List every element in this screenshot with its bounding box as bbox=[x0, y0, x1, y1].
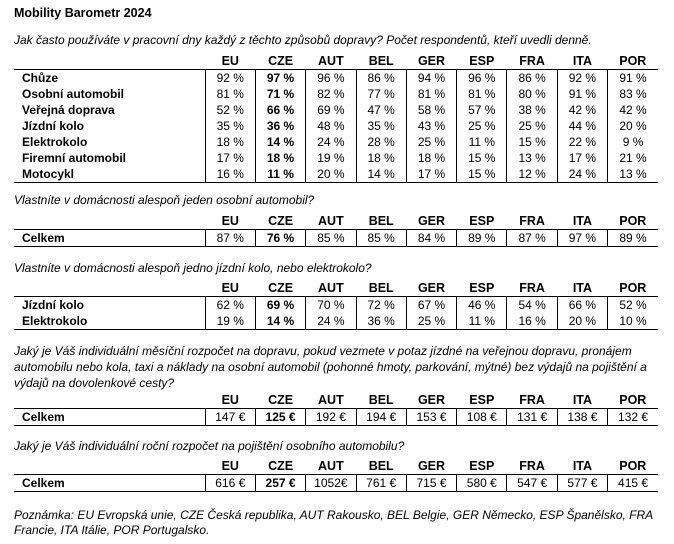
cell: 125 € bbox=[255, 409, 305, 426]
col-header: EU bbox=[205, 458, 255, 475]
table-header-row bbox=[14, 392, 658, 409]
table-header-row bbox=[14, 53, 658, 70]
cell: 72 % bbox=[356, 297, 406, 314]
col-header: AUT bbox=[306, 458, 356, 475]
row-label: Osobní automobil bbox=[22, 87, 124, 101]
cell: 85 % bbox=[356, 230, 406, 247]
cell: 92 % bbox=[557, 70, 607, 87]
cell: 25 % bbox=[406, 134, 456, 150]
cell: 14 % bbox=[356, 166, 406, 183]
cell: 52 % bbox=[608, 297, 658, 314]
cell: 54 % bbox=[507, 297, 557, 314]
col-header: GER bbox=[406, 392, 456, 409]
col-header: ESP bbox=[457, 392, 507, 409]
cell: 36 % bbox=[356, 313, 406, 330]
col-header: BEL bbox=[356, 213, 406, 230]
row-label: Jízdní kolo bbox=[22, 119, 85, 133]
cell: 81 % bbox=[406, 86, 456, 102]
cell: 38 % bbox=[507, 102, 557, 118]
col-header: FRA bbox=[507, 213, 557, 230]
cell: 16 % bbox=[507, 313, 557, 330]
table-row bbox=[14, 86, 658, 102]
row-label: Celkem bbox=[14, 409, 205, 426]
cell: 94 % bbox=[406, 70, 456, 87]
row-label: Chůze bbox=[14, 70, 205, 87]
cell: 42 % bbox=[608, 102, 658, 118]
table-row bbox=[14, 166, 658, 183]
cell: 147 € bbox=[205, 409, 255, 426]
table-row bbox=[14, 118, 658, 134]
col-header: POR bbox=[608, 280, 658, 297]
col-header: AUT bbox=[306, 280, 356, 297]
cell: 1052€ bbox=[306, 475, 356, 492]
col-header: FRA bbox=[507, 458, 557, 475]
cell: 66 % bbox=[255, 102, 305, 118]
cell: 19 % bbox=[205, 313, 255, 330]
table-header-row bbox=[14, 458, 658, 475]
row-label: Jízdní kolo bbox=[14, 297, 205, 314]
row-label: Firemní automobil bbox=[22, 151, 127, 165]
table-car-ownership bbox=[14, 213, 658, 247]
cell: 194 € bbox=[356, 409, 406, 426]
cell: 14 % bbox=[255, 134, 305, 150]
cell: 97 % bbox=[255, 70, 305, 87]
col-header: BEL bbox=[356, 53, 406, 70]
cell: 15 % bbox=[457, 166, 507, 183]
col-header: FRA bbox=[507, 53, 557, 70]
table-header-row bbox=[14, 213, 658, 230]
row-label: Celkem bbox=[14, 230, 205, 247]
cell: 92 % bbox=[205, 70, 255, 87]
cell: 87 % bbox=[507, 230, 557, 247]
question-4: Jaký je Váš individuální měsíční rozpočet na dopravu, pokud vezmete v potaz jízdné na veřejnou dopravu, pronájem automobilu nebo kola, taxi a náklady na osobní automobil (pohonné hmoty, parkování, mýtné) bez výdajů na pojištění a výdajů na dovolenkové cesty? bbox=[14, 344, 647, 390]
cell: 17 % bbox=[406, 166, 456, 183]
col-header: FRA bbox=[507, 392, 557, 409]
table-row bbox=[14, 102, 658, 118]
cell: 66 % bbox=[557, 297, 607, 314]
col-header: GER bbox=[406, 213, 456, 230]
cell: 15 % bbox=[457, 150, 507, 166]
table-row bbox=[14, 313, 658, 330]
cell: 25 % bbox=[507, 118, 557, 134]
col-header: ITA bbox=[557, 280, 607, 297]
cell: 35 % bbox=[205, 118, 255, 134]
col-header: EU bbox=[205, 213, 255, 230]
cell: 25 % bbox=[457, 118, 507, 134]
cell: 257 € bbox=[255, 475, 305, 492]
cell: 70 % bbox=[306, 297, 356, 314]
row-label: Elektrokolo bbox=[14, 313, 205, 330]
cell: 76 % bbox=[255, 230, 305, 247]
cell: 87 % bbox=[205, 230, 255, 247]
col-header: ESP bbox=[457, 213, 507, 230]
cell: 81 % bbox=[457, 86, 507, 102]
cell: 86 % bbox=[356, 70, 406, 87]
cell: 36 % bbox=[255, 118, 305, 134]
cell: 24 % bbox=[306, 134, 356, 150]
table-row bbox=[14, 409, 658, 426]
cell: 18 % bbox=[406, 150, 456, 166]
cell: 47 % bbox=[356, 102, 406, 118]
cell: 192 € bbox=[306, 409, 356, 426]
cell: 415 € bbox=[608, 475, 658, 492]
cell: 13 % bbox=[507, 150, 557, 166]
cell: 13 % bbox=[608, 166, 658, 183]
cell: 42 % bbox=[557, 102, 607, 118]
document-title: Mobility Barometr 2024 bbox=[14, 6, 152, 20]
row-label: Veřejná doprava bbox=[22, 103, 115, 117]
cell: 18 % bbox=[205, 134, 255, 150]
col-header: ESP bbox=[457, 53, 507, 70]
col-header: BEL bbox=[356, 280, 406, 297]
cell: 89 % bbox=[457, 230, 507, 247]
col-header: CZE bbox=[255, 213, 305, 230]
table-monthly-budget bbox=[14, 392, 658, 426]
cell: 17 % bbox=[205, 150, 255, 166]
col-header: AUT bbox=[306, 392, 356, 409]
table-row bbox=[14, 70, 658, 87]
cell: 67 % bbox=[406, 297, 456, 314]
table-row bbox=[14, 230, 658, 247]
cell: 71 % bbox=[255, 86, 305, 102]
cell: 85 % bbox=[306, 230, 356, 247]
row-label: Elektrokolo bbox=[22, 135, 88, 149]
col-header: GER bbox=[406, 458, 456, 475]
cell: 153 € bbox=[406, 409, 456, 426]
question-1: Jak často používáte v pracovní dny každý z těchto způsobů dopravy? Počet respondentů, kteří uvedli denně. bbox=[14, 33, 592, 47]
col-header: GER bbox=[406, 53, 456, 70]
cell: 96 % bbox=[306, 70, 356, 87]
cell: 77 % bbox=[356, 86, 406, 102]
cell: 20 % bbox=[306, 166, 356, 183]
cell: 11 % bbox=[457, 313, 507, 330]
table-bike-ownership bbox=[14, 280, 658, 330]
col-header: POR bbox=[608, 458, 658, 475]
col-header: FRA bbox=[507, 280, 557, 297]
cell: 46 % bbox=[457, 297, 507, 314]
cell: 12 % bbox=[507, 166, 557, 183]
cell: 84 % bbox=[406, 230, 456, 247]
cell: 24 % bbox=[306, 313, 356, 330]
cell: 108 € bbox=[457, 409, 507, 426]
cell: 58 % bbox=[406, 102, 456, 118]
cell: 44 % bbox=[557, 118, 607, 134]
col-header: GER bbox=[406, 280, 456, 297]
cell: 91 % bbox=[608, 70, 658, 87]
col-header: ESP bbox=[457, 458, 507, 475]
cell: 80 % bbox=[507, 86, 557, 102]
col-header: ITA bbox=[557, 458, 607, 475]
cell: 10 % bbox=[608, 313, 658, 330]
col-header: POR bbox=[608, 53, 658, 70]
cell: 9 % bbox=[608, 134, 658, 150]
cell: 82 % bbox=[306, 86, 356, 102]
cell: 69 % bbox=[306, 102, 356, 118]
question-3: Vlastníte v domácnosti alespoň jedno jízdní kolo, nebo elektrokolo? bbox=[14, 261, 372, 275]
col-header: AUT bbox=[306, 53, 356, 70]
cell: 81 % bbox=[205, 86, 255, 102]
table-row bbox=[14, 475, 658, 492]
col-header: CZE bbox=[255, 53, 305, 70]
table-header-row bbox=[14, 280, 658, 297]
cell: 20 % bbox=[608, 118, 658, 134]
col-header: BEL bbox=[356, 458, 406, 475]
cell: 28 % bbox=[356, 134, 406, 150]
cell: 97 % bbox=[557, 230, 607, 247]
col-header: EU bbox=[205, 53, 255, 70]
cell: 62 % bbox=[205, 297, 255, 314]
cell: 16 % bbox=[205, 166, 255, 183]
col-header: POR bbox=[608, 213, 658, 230]
cell: 131 € bbox=[507, 409, 557, 426]
cell: 11 % bbox=[255, 166, 305, 183]
cell: 96 % bbox=[457, 70, 507, 87]
cell: 35 % bbox=[356, 118, 406, 134]
cell: 91 % bbox=[557, 86, 607, 102]
col-header: ITA bbox=[557, 392, 607, 409]
col-header: CZE bbox=[255, 280, 305, 297]
cell: 761 € bbox=[356, 475, 406, 492]
row-label: Motocykl bbox=[14, 166, 205, 183]
cell: 616 € bbox=[205, 475, 255, 492]
cell: 21 % bbox=[608, 150, 658, 166]
col-header: ESP bbox=[457, 280, 507, 297]
cell: 25 % bbox=[406, 313, 456, 330]
cell: 18 % bbox=[255, 150, 305, 166]
cell: 580 € bbox=[457, 475, 507, 492]
cell: 52 % bbox=[205, 102, 255, 118]
cell: 48 % bbox=[306, 118, 356, 134]
cell: 17 % bbox=[557, 150, 607, 166]
col-header: BEL bbox=[356, 392, 406, 409]
footnote: Poznámka: EU Evropská unie, CZE Česká republika, AUT Rakousko, BEL Belgie, GER Německo, ESP Španělsko, FRA Francie, ITA Itálie, POR Portugalsko. bbox=[14, 508, 653, 537]
cell: 69 % bbox=[255, 297, 305, 314]
col-header: POR bbox=[608, 392, 658, 409]
cell: 86 % bbox=[507, 70, 557, 87]
col-header: ITA bbox=[557, 53, 607, 70]
cell: 11 % bbox=[457, 134, 507, 150]
row-label: Celkem bbox=[14, 475, 205, 492]
cell: 132 € bbox=[608, 409, 658, 426]
table-row bbox=[14, 150, 658, 166]
cell: 24 % bbox=[557, 166, 607, 183]
cell: 18 % bbox=[356, 150, 406, 166]
table-row bbox=[14, 134, 658, 150]
cell: 20 % bbox=[557, 313, 607, 330]
cell: 89 % bbox=[608, 230, 658, 247]
cell: 14 % bbox=[255, 313, 305, 330]
cell: 547 € bbox=[507, 475, 557, 492]
table-insurance-budget bbox=[14, 458, 658, 492]
cell: 43 % bbox=[406, 118, 456, 134]
col-header: ITA bbox=[557, 213, 607, 230]
col-header: CZE bbox=[255, 392, 305, 409]
cell: 22 % bbox=[557, 134, 607, 150]
cell: 138 € bbox=[557, 409, 607, 426]
col-header: AUT bbox=[306, 213, 356, 230]
col-header: EU bbox=[205, 392, 255, 409]
question-5: Jaký je Váš individuální roční rozpočet na pojištění osobního automobilu? bbox=[14, 439, 405, 453]
cell: 57 % bbox=[457, 102, 507, 118]
col-header: CZE bbox=[255, 458, 305, 475]
col-header: EU bbox=[205, 280, 255, 297]
cell: 15 % bbox=[507, 134, 557, 150]
table-weekday-transport bbox=[14, 53, 658, 183]
cell: 715 € bbox=[406, 475, 456, 492]
cell: 19 % bbox=[306, 150, 356, 166]
table-row bbox=[14, 297, 658, 314]
cell: 83 % bbox=[608, 86, 658, 102]
cell: 577 € bbox=[557, 475, 607, 492]
question-2: Vlastníte v domácnosti alespoň jeden osobní automobil? bbox=[14, 193, 315, 207]
